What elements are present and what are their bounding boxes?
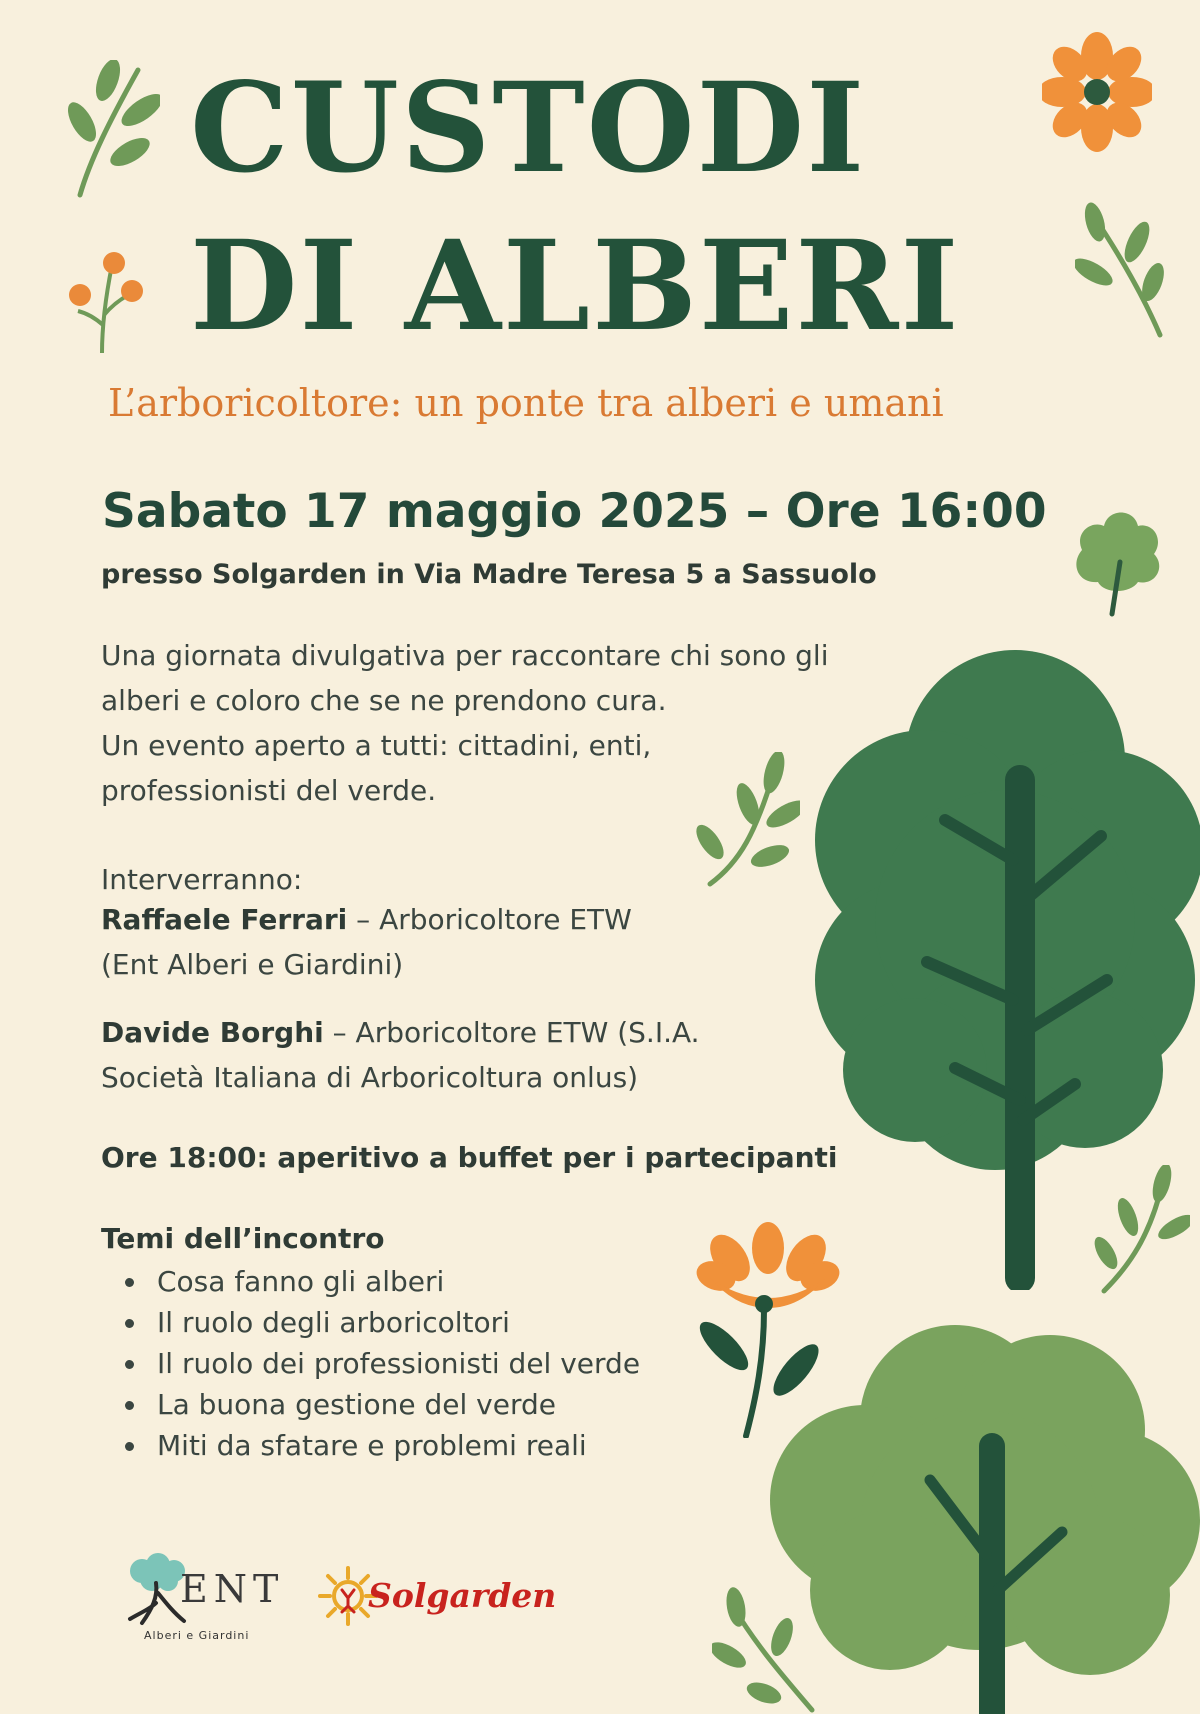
list-item: Cosa fanno gli alberi (101, 1261, 640, 1302)
leaf-sprig-icon (712, 1585, 822, 1714)
event-venue: presso Solgarden in Via Madre Teresa 5 a Sassuolo (101, 559, 877, 590)
description-line: professionisti del verde. (101, 774, 437, 807)
themes-list (101, 1261, 640, 1466)
speaker-name: Davide Borghi (101, 1016, 324, 1049)
event-date-time: Sabato 17 maggio 2025 – Ore 16:00 (102, 484, 1047, 539)
speaker-affiliation: Società Italiana di Arboricoltura onlus) (101, 1061, 639, 1094)
flower-icon (1042, 32, 1152, 152)
leaf-sprig-icon (1075, 200, 1170, 340)
list-item: Miti da sfatare e problemi reali (101, 1425, 640, 1466)
speakers-intro: Interverranno: (101, 863, 303, 896)
event-description (101, 633, 901, 813)
list-item: Il ruolo dei professionisti del verde (101, 1343, 640, 1384)
description-line: Un evento aperto a tutti: cittadini, enti, (101, 729, 652, 762)
speaker-item (101, 1010, 801, 1100)
ent-logo-subtitle: Alberi e Giardini (144, 1629, 250, 1642)
list-item: Il ruolo degli arboricoltori (101, 1302, 640, 1343)
title-line-1: CUSTODI (190, 56, 867, 201)
tree-icon (770, 1320, 1200, 1714)
speaker-role: – Arboricoltore ETW (347, 903, 632, 936)
description-line: Una giornata divulgativa per raccontare chi sono gli (101, 639, 829, 672)
speaker-affiliation: (Ent Alberi e Giardini) (101, 948, 404, 981)
list-item: La buona gestione del verde (101, 1384, 640, 1425)
page-title (190, 50, 960, 366)
berry-sprig-icon (68, 245, 148, 355)
leaf-sprig-icon (60, 60, 160, 200)
aperitivo-note: Ore 18:00: aperitivo a buffet per i partecipanti (101, 1141, 838, 1174)
subtitle: L’arboricoltore: un ponte tra alberi e umani (108, 381, 944, 425)
solgarden-logo (316, 1560, 576, 1640)
title-line-2: DI ALBERI (190, 214, 961, 359)
ent-logo-word: ENT (180, 1567, 285, 1611)
leaf-sprig-icon (1090, 1165, 1190, 1295)
tree-icon (1068, 502, 1168, 617)
speaker-item (101, 897, 801, 987)
solgarden-logo-word: Solgarden (368, 1576, 557, 1615)
ent-logo (122, 1553, 285, 1683)
themes-title: Temi dell’incontro (101, 1222, 385, 1255)
speaker-name: Raffaele Ferrari (101, 903, 348, 936)
description-line: alberi e coloro che se ne prendono cura. (101, 684, 667, 717)
speaker-role: – Arboricoltore ETW (S.I.A. (323, 1016, 700, 1049)
